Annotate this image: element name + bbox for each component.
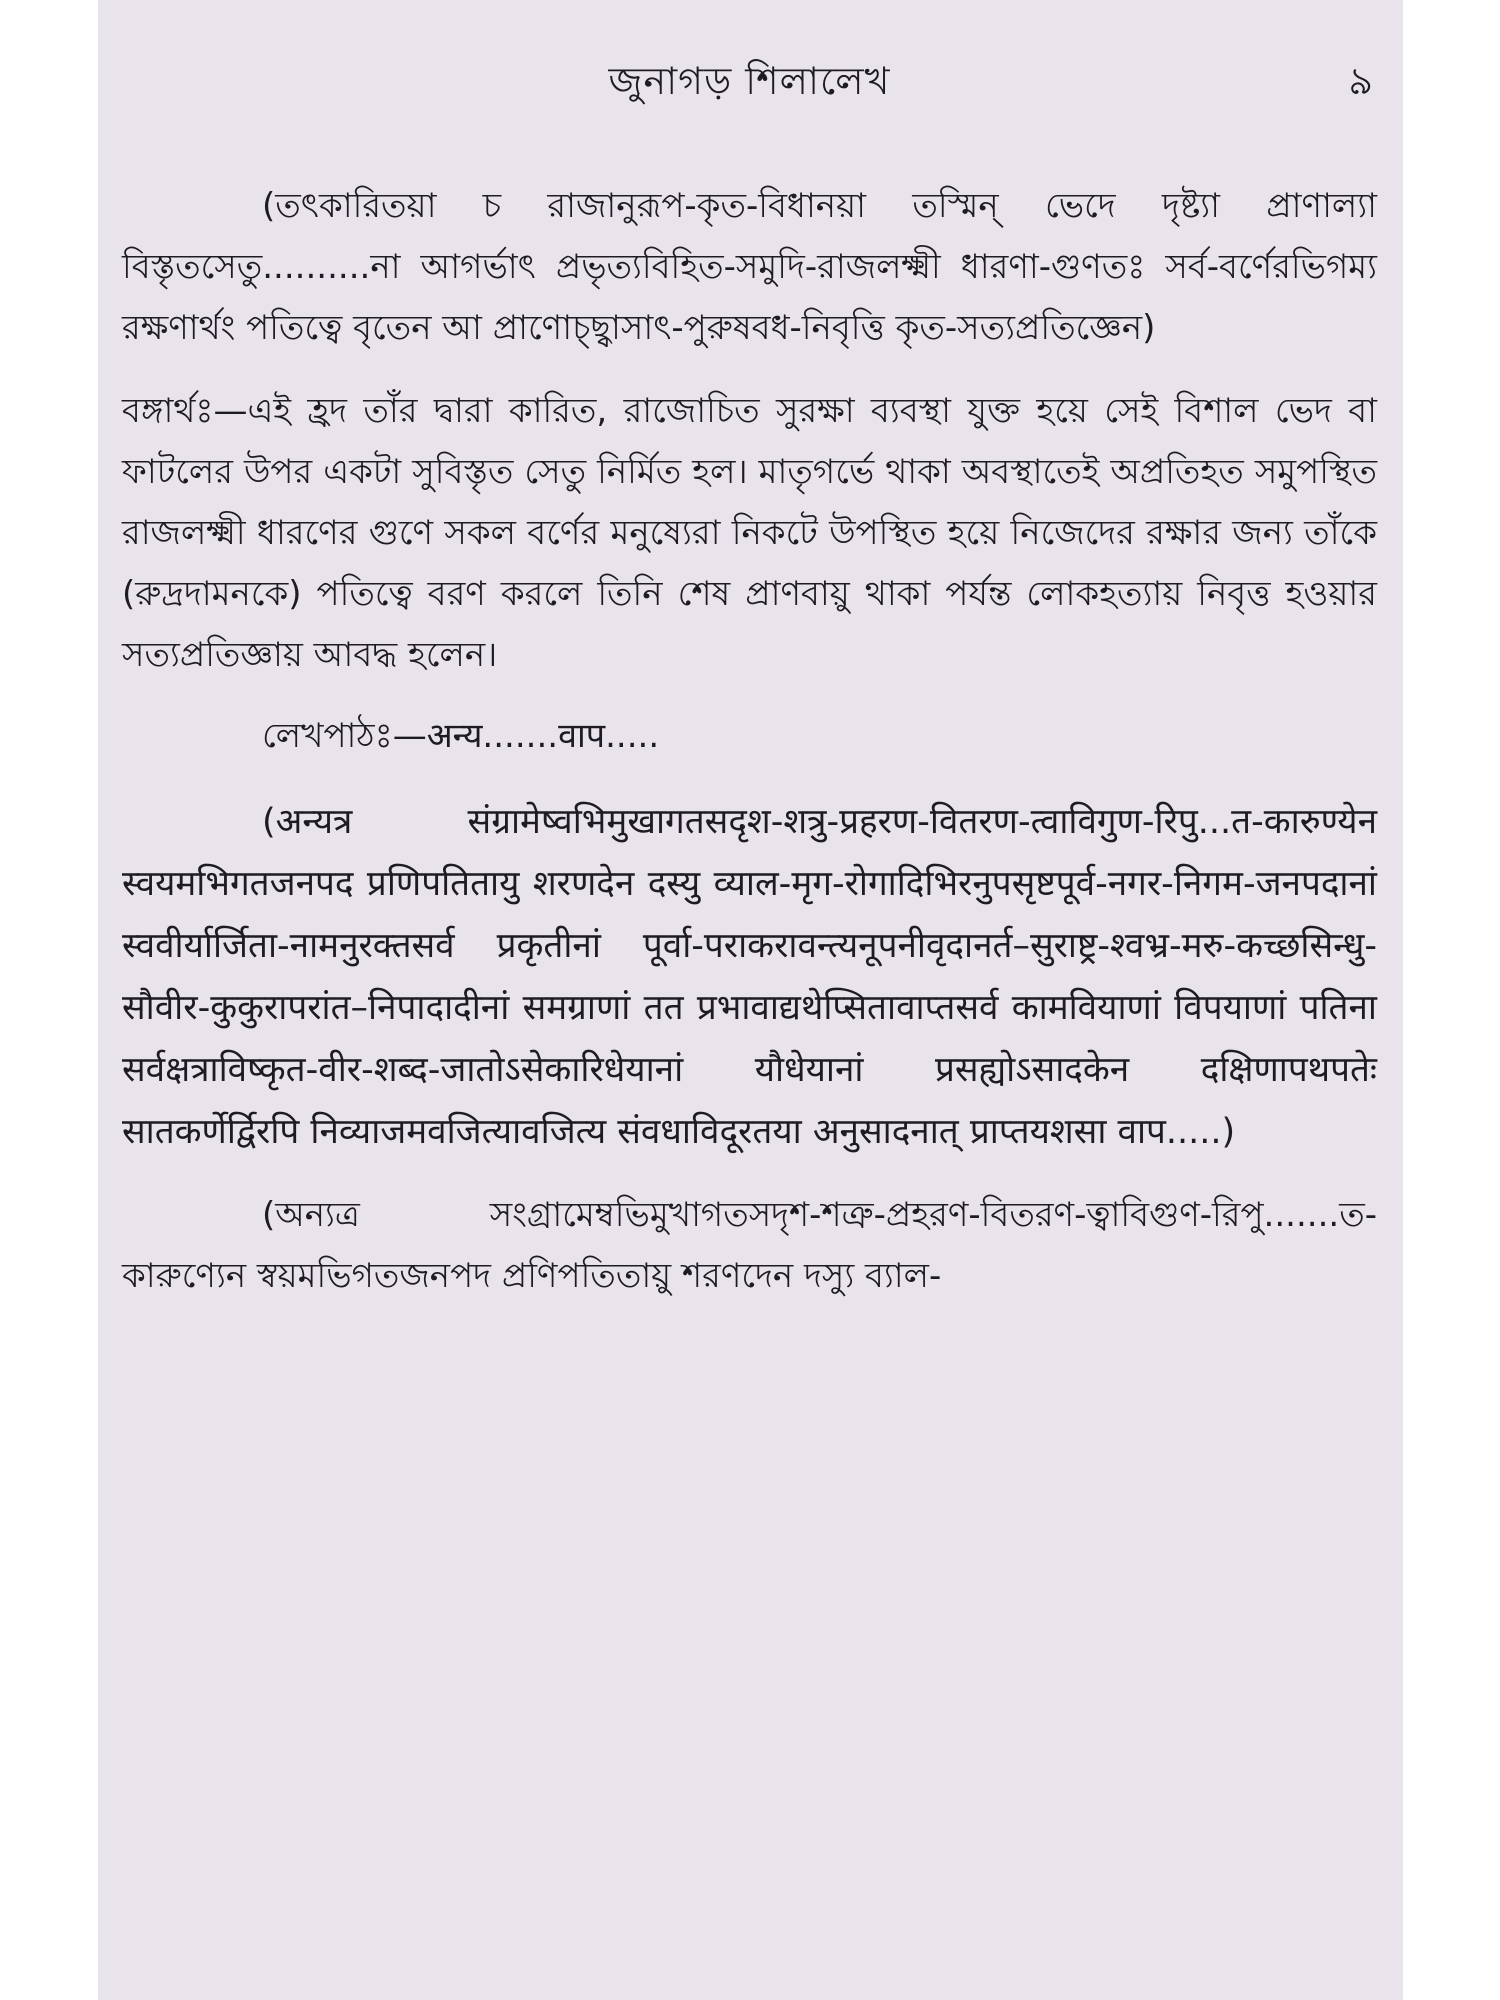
- sanskrit-transliteration-paragraph: (তৎকারিতয়া চ রাজানুরূপ-কৃত-বিধানয়া তস্মিন্ ভেদে দৃষ্ট্যা প্রাণাল্যা বিস্তৃতসেতু..........না আগর্ভাৎ প্রভৃত্যবিহিত-সমুদি-রাজলক্ষ্মী ধারণা-গুণতঃ সর্ব-বর্ণেরভিগম্য রক্ষণার্থং পতিত্বে বৃতেন আ প্রাণোচ্ছ্বাসাৎ-পুরুষবধ-নিবৃত্তি কৃত-সত্যপ্রতিজ্ঞেন): [122, 186, 1377, 348]
- bengali-transliteration-paragraph: (অন্যত্র সংগ্রামেম্বভিমুখাগতসদৃশ-শত্রু-প্রহরণ-বিতরণ-ত্বাবিগুণ-রিপু.......ত-কারুণ্যেন স্বয়মভিগতজনপদ প্রণিপতিতায়ু শরণদেন দস্যু ব্যাল-: [122, 1195, 1377, 1296]
- devanagari-inscription-paragraph: (अन्यत्र संग्रामेष्वभिमुखागतसदृश-शत्रु-प्रहरण-वितरण-त्वाविगुण-रिपु...त-कारुण्येन स्वयमभिगतजनपद प्रणिपतितायु शरणदेन दस्यु व्याल-मृग-रोगादिभिरनुपसृष्टपूर्व-नगर-निगम-जनपदानां स्ववीर्यार्जिता-नामनुरक्तसर्व प्रकृतीनां पूर्वा-पराकरावन्त्यनूपनीवृदानर्त–सुराष्ट्र-श्वभ्र-मरु-कच्छसिन्धु-सौवीर-कुकुरापरांत–निपादादीनां समग्राणां तत प्रभावाद्यथेप्सितावाप्तसर्व कामवियाणां विपयाणां पतिना सर्वक्षत्राविष्कृत-वीर-शब्द-जातोऽसेकारिधेयानां यौधेयानां प्रसह्योऽसादकेन दक्षिणापथपतेः सातकर्णेर्द्विरपि निव्याजमवजित्यावजित्य संवधाविदूरतया अनुसादनात् प्राप्तयशसा वाप.....): [122, 802, 1377, 1152]
- page-header: [122, 0, 1377, 150]
- running-title: জুনাগড় শিলালেখ: [608, 59, 891, 103]
- page-number: ৯: [1348, 59, 1373, 103]
- book-page: [98, 0, 1403, 2000]
- bengali-translation-paragraph: বঙ্গার্থঃ—এই হ্রদ তাঁর দ্বারা কারিত, রাজোচিত সুরক্ষা ব্যবস্থা যুক্ত হয়ে সেই বিশাল ভেদ বা ফাটলের উপর একটা সুবিস্তৃত সেতু নির্মিত হল। মাতৃগর্ভে থাকা অবস্থাতেই অপ্রতিহত সমুপস্থিত রাজলক্ষ্মী ধারণের গুণে সকল বর্ণের মনুষ্যেরা নিকটে উপস্থিত হয়ে নিজেদের রক্ষার জন্য তাঁকে (রুদ্রদামনকে) পতিত্বে বরণ করলে তিনি শেষ প্রাণবায়ু থাকা পর্যন্ত লোকহত্যায় নিবৃত্ত হওয়ার সত্যপ্রতিজ্ঞায় আবদ্ধ হলেন।: [122, 391, 1377, 675]
- inscription-reading-line: লেখপাঠঃ—अन्य.......वाप.....: [262, 716, 660, 756]
